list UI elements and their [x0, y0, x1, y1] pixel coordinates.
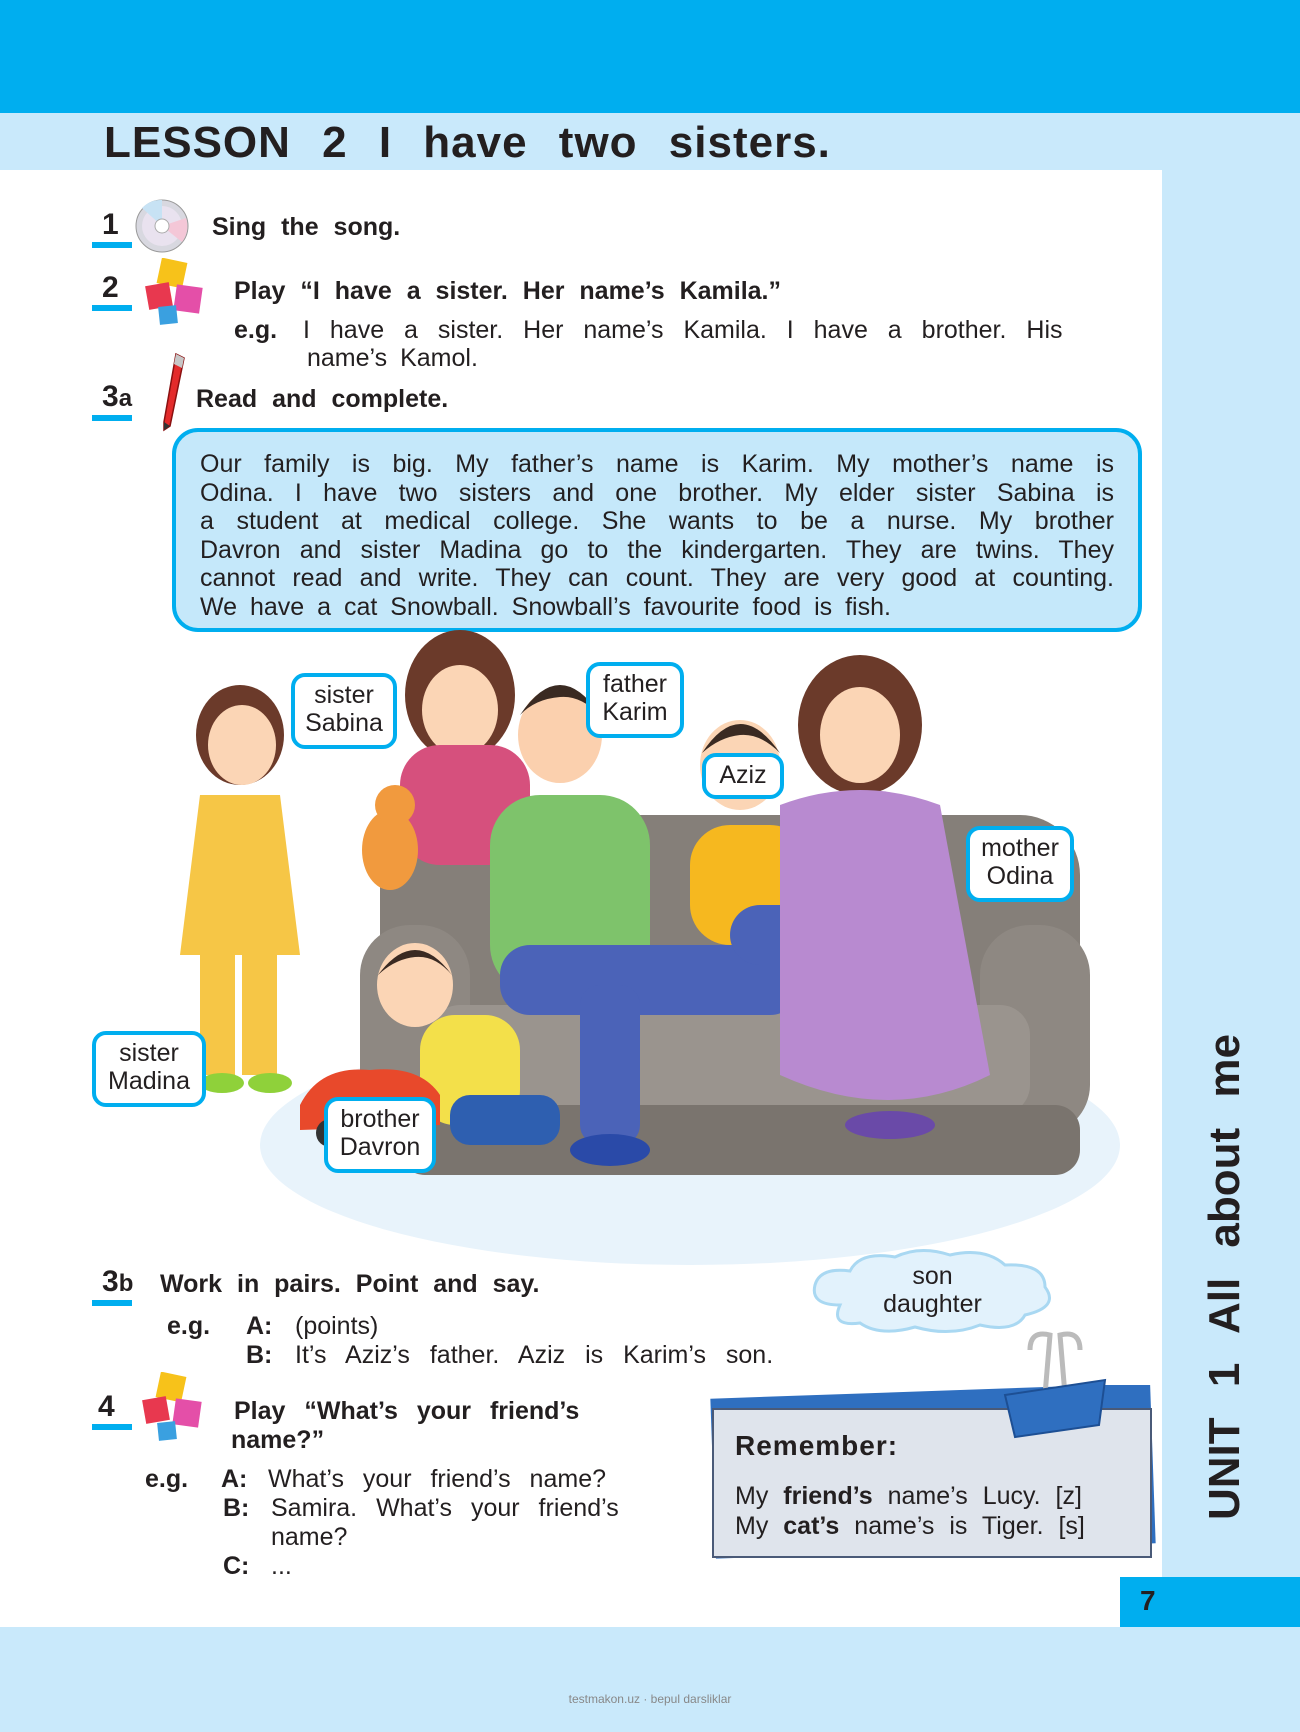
- exercise-2-eg: e.g.: [234, 316, 278, 344]
- reading-line: Davron and sister Madina go to the kindergarten. They are twins. They: [200, 535, 1114, 564]
- exercise-4-a-text: What’s your friend’s name?: [268, 1465, 607, 1493]
- reading-line: Our family is big. My father’s name is Karim. My mother’s name is: [200, 450, 1114, 478]
- remember-title: Remember:: [735, 1430, 899, 1461]
- top-color-band: [0, 0, 1300, 113]
- pen-icon: [158, 350, 192, 434]
- blocks-icon: [142, 1372, 210, 1442]
- exercise-4-b-text-line2: name?: [271, 1523, 348, 1551]
- reading-line: a student at medical college. She wants to be a nurse. My brother: [200, 507, 1114, 535]
- exercise-4-c-text: ...: [271, 1552, 292, 1580]
- remember-line-2: My cat’s name’s is Tiger. [s]: [735, 1512, 1085, 1540]
- exercise-4-a-label: A:: [221, 1465, 248, 1493]
- exercise-4-b-text-line1: Samira. What’s your friend’s: [271, 1494, 619, 1522]
- exercise-4-underline: [92, 1424, 132, 1430]
- reading-line: cannot read and write. They can count. They are very good at counting.: [200, 564, 1114, 592]
- exercise-3b-number: 3b: [102, 1265, 134, 1298]
- exercise-1-underline: [92, 242, 132, 248]
- exercise-4-c-label: C:: [223, 1552, 250, 1580]
- label-brother-davron: brother Davron: [324, 1097, 436, 1173]
- remember-line-1: My friend’s name’s Lucy. [z]: [735, 1482, 1082, 1510]
- blocks-icon: [145, 258, 210, 326]
- page-number: 7: [1140, 1585, 1156, 1616]
- label-sister-sabina: sister Sabina: [291, 673, 397, 749]
- exercise-4-instruction-line1: Play “What’s your friend’s: [234, 1397, 580, 1425]
- exercise-3b-instruction: Work in pairs. Point and say.: [160, 1270, 540, 1298]
- exercise-3b-eg: e.g.: [167, 1312, 211, 1340]
- reading-text-box: [172, 428, 1142, 632]
- exercise-3a-instruction: Read and complete.: [196, 385, 449, 413]
- binder-clip-icon: [995, 1325, 1115, 1445]
- exercise-3b-b-label: B:: [246, 1341, 273, 1369]
- label-mother-odina: mother Odina: [966, 826, 1074, 902]
- exercise-3a-underline: [92, 415, 132, 421]
- lesson-title: LESSON 2 I have two sisters.: [104, 118, 831, 167]
- reading-line: We have a cat Snowball. Snowball’s favourite food is fish.: [200, 592, 891, 621]
- exercise-3b-a-label: A:: [246, 1312, 273, 1340]
- exercise-3b-a-text: (points): [295, 1312, 379, 1340]
- exercise-2-number: 2: [102, 271, 119, 304]
- exercise-3b-b-text: It’s Aziz’s father. Aziz is Karim’s son.: [295, 1341, 774, 1369]
- exercise-1-number: 1: [102, 208, 119, 241]
- word-cloud-text: son daughter: [883, 1262, 982, 1318]
- exercise-4-number: 4: [98, 1390, 115, 1423]
- exercise-4-instruction-line2: name?”: [231, 1426, 325, 1454]
- exercise-1-instruction: Sing the song.: [212, 213, 401, 241]
- exercise-2-underline: [92, 305, 132, 311]
- cat-figure: [362, 785, 418, 890]
- unit-label: UNIT 1 All about me: [1200, 1034, 1249, 1520]
- exercise-2-instruction: Play “I have a sister. Her name’s Kamila.”: [234, 277, 782, 305]
- exercise-4-eg: e.g.: [145, 1465, 189, 1493]
- reading-line: Odina. I have two sisters and one brother. My elder sister Sabina is: [200, 478, 1114, 507]
- cd-icon: [132, 198, 192, 254]
- footer-watermark: testmakon.uz · bepul darsliklar: [568, 1692, 732, 1706]
- exercise-2-example-line1: I have a sister. Her name’s Kamila. I have a brother. His: [303, 316, 1063, 344]
- label-sister-madina: sister Madina: [92, 1031, 206, 1107]
- label-father-karim: father Karim: [586, 662, 684, 738]
- exercise-2-example-line2: name’s Kamol.: [307, 344, 478, 372]
- exercise-3b-underline: [92, 1300, 132, 1306]
- exercise-3a-number: 3a: [102, 380, 133, 413]
- exercise-4-b-label: B:: [223, 1494, 250, 1522]
- label-aziz: Aziz: [702, 753, 784, 799]
